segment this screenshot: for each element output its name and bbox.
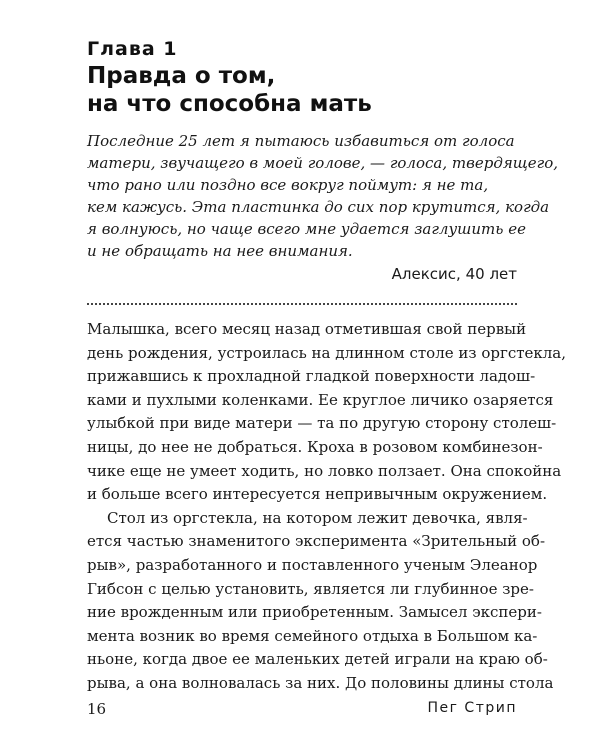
body-line: Малышка, всего месяц назад отметившая свой первый bbox=[87, 320, 527, 338]
epigraph-line: Последние 25 лет я пытаюсь избавиться от голоса bbox=[87, 132, 515, 150]
body-line: улыбкой при виде матери — та по другую сторону столеш- bbox=[87, 414, 557, 433]
epigraph bbox=[87, 130, 559, 262]
epigraph-line: кем кажусь. Эта пластинка до сих пор крутится, когда bbox=[87, 198, 550, 216]
chapter-title-line: Правда о том, bbox=[87, 63, 276, 89]
body-line: день рождения, устроилась на длинном столе из оргстекла, bbox=[87, 343, 567, 362]
chapter-title bbox=[87, 62, 527, 118]
chapter-label: Глава 1 bbox=[87, 38, 178, 60]
body-line: рыва, а она волновалась за них. До половины длины стола bbox=[87, 673, 554, 692]
epigraph-line: матери, звучащего в моей голове, — голоса, твердящего, bbox=[87, 154, 559, 172]
section-divider bbox=[87, 303, 517, 305]
chapter-title-line: на что способна мать bbox=[87, 91, 372, 117]
body-line: рыв», разработанного и поставленного ученым Элеанор bbox=[87, 555, 538, 574]
page-number: 16 bbox=[87, 700, 107, 718]
epigraph-line: и не обращать на нее внимания. bbox=[87, 242, 353, 260]
body-line: ницы, до нее не добраться. Кроха в розовом комбинезон- bbox=[87, 437, 543, 456]
body-line: мента возник во время семейного отдыха в Большом ка- bbox=[87, 626, 538, 645]
body-line: и больше всего интересуется непривычным окружением. bbox=[87, 485, 548, 504]
body-line: ками и пухлыми коленками. Ее круглое личико озаряется bbox=[87, 390, 554, 409]
body-line: ньоне, когда двое ее маленьких детей играли на краю об- bbox=[87, 650, 548, 669]
body-line: Стол из оргстекла, на котором лежит девочка, явля- bbox=[107, 508, 528, 527]
body-line: ется частью знаменитого эксперимента «Зрительный об- bbox=[87, 532, 546, 551]
running-footer-author: Пег Стрип bbox=[427, 700, 517, 716]
epigraph-line: что рано или поздно все вокруг поймут: я не та, bbox=[87, 176, 489, 194]
body-line: ние врожденным или приобретенным. Замысел экспери- bbox=[87, 603, 542, 622]
body-text bbox=[87, 318, 567, 696]
body-line: Гибсон с целью установить, является ли глубинное зре- bbox=[87, 579, 534, 598]
epigraph-author: Алексис, 40 лет bbox=[391, 265, 517, 283]
body-line: прижавшись к прохладной гладкой поверхности ладош- bbox=[87, 367, 536, 386]
epigraph-line: я волнуюсь, но чаще всего мне удается заглушить ее bbox=[87, 220, 526, 238]
body-line: чике еще не умеет ходить, но ловко ползает. Она спокойна bbox=[87, 461, 562, 480]
